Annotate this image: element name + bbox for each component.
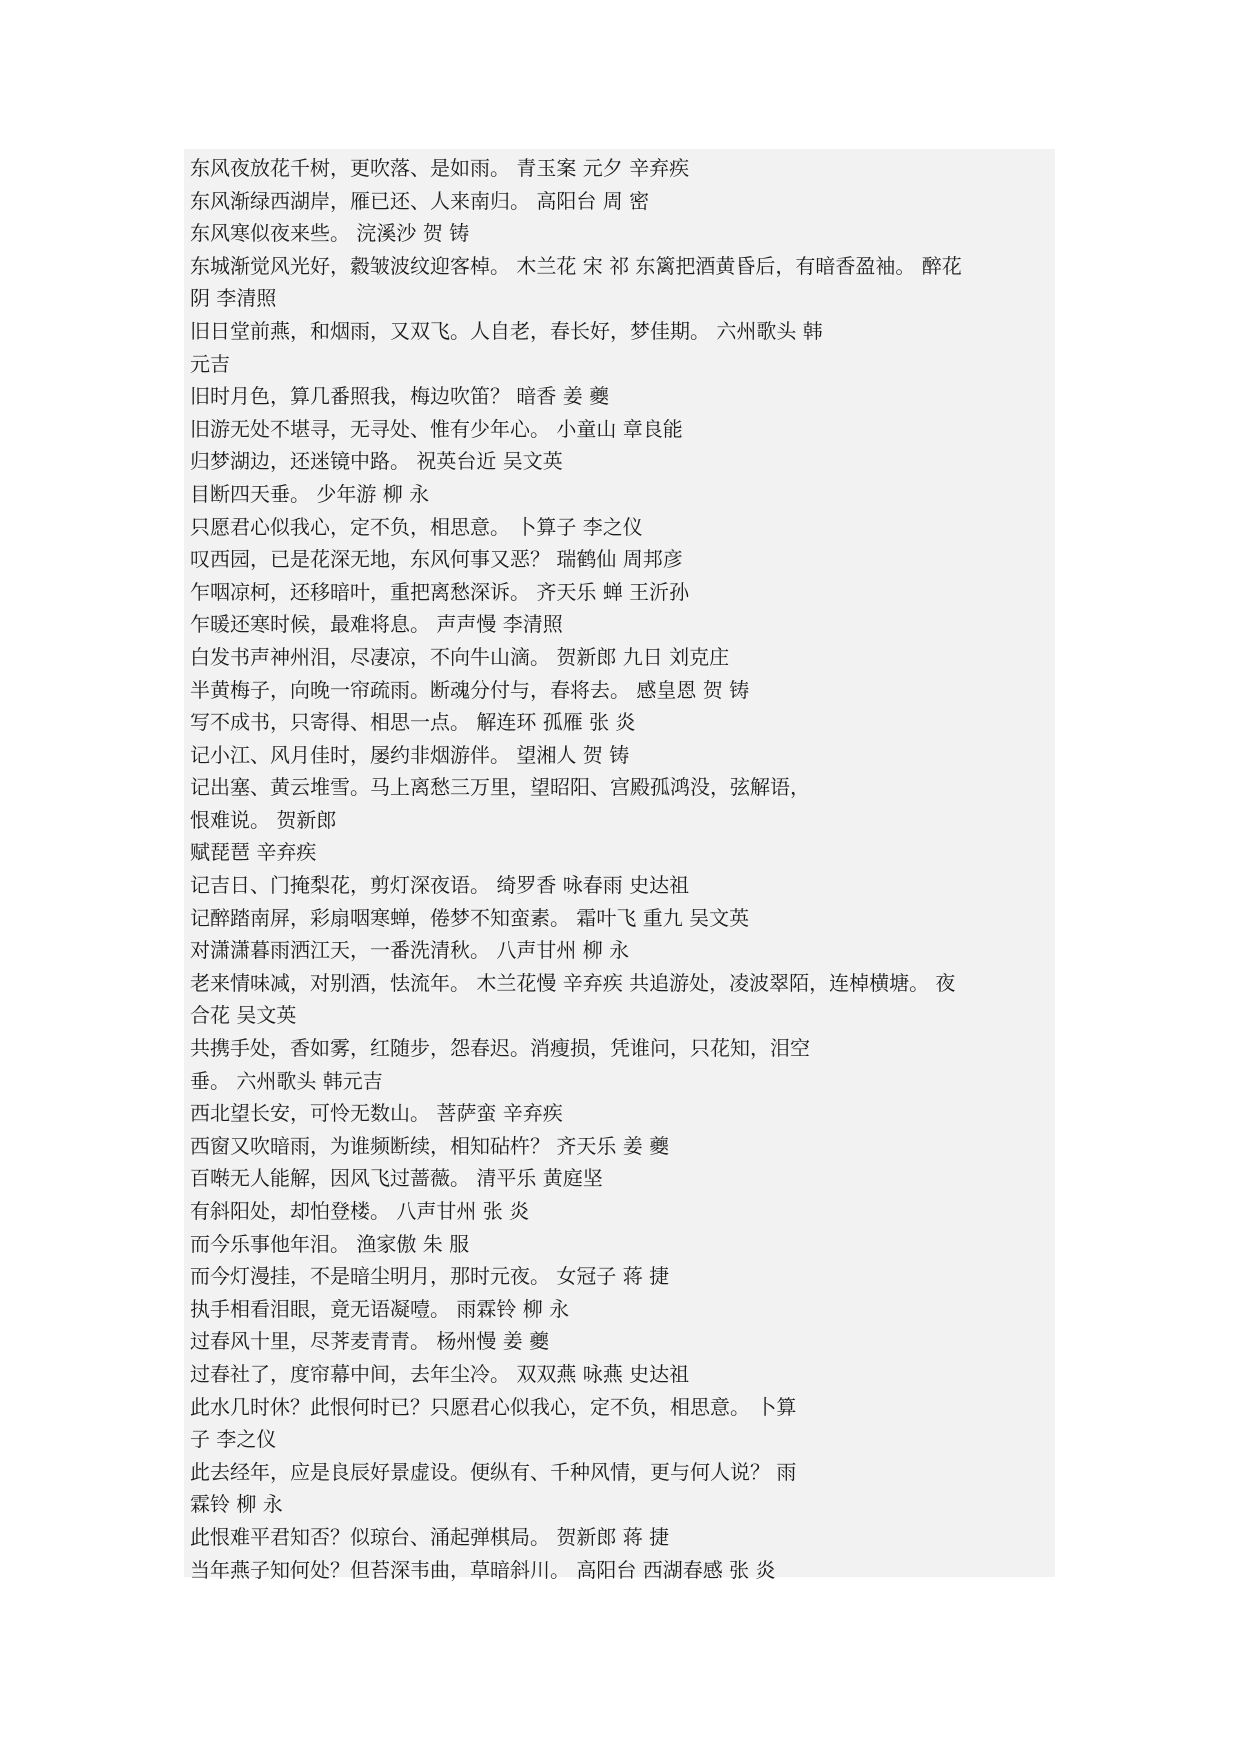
text-line: 叹西园，已是花深无地，东风何事又恶？ 瑞鹤仙 周邦彦 [190, 547, 683, 572]
text-line: 霖铃 柳 永 [190, 1492, 283, 1517]
text-line: 执手相看泪眼，竟无语凝噎。 雨霖铃 柳 永 [190, 1296, 570, 1321]
text-line: 只愿君心似我心，定不负，相思意。 卜算子 李之仪 [190, 514, 643, 539]
text-line: 此去经年，应是良辰好景虚设。便纵有、千种风情，更与何人说？ 雨 [190, 1459, 797, 1484]
text-line: 东城渐觉风光好，縠皱波纹迎客棹。 木兰花 宋 祁 东篱把酒黄昏后，有暗香盈袖。 醉花 [190, 253, 962, 278]
text-line: 有斜阳处，却怕登楼。 八声甘州 张 炎 [190, 1199, 530, 1223]
text-line: 记出塞、黄云堆雪。马上离愁三万里，望昭阳、宫殿孤鸿没，弦解语， [190, 775, 810, 800]
text-line: 乍暖还寒时候，最难将息。 声声慢 李清照 [190, 612, 563, 637]
text-line: 而今乐事他年泪。 渔家傲 朱 服 [190, 1231, 470, 1256]
text-line: 对潇潇暮雨洒江天，一番洗清秋。 八声甘州 柳 永 [190, 938, 630, 963]
text-line: 共携手处，香如雾，红随步，怨春迟。消瘦损，凭谁问，只花知，泪空 [190, 1036, 810, 1061]
text-line: 西北望长安，可怜无数山。 菩萨蛮 辛弃疾 [190, 1101, 563, 1126]
text-line: 赋琵琶 辛弃疾 [190, 840, 317, 865]
text-line: 此水几时休？此恨何时已？只愿君心似我心，定不负，相思意。 卜算 [190, 1394, 797, 1419]
text-line: 过春社了，度帘幕中间，去年尘冷。 双双燕 咏燕 史达祖 [190, 1361, 690, 1386]
text-line: 白发书声神州泪，尽凄凉，不向牛山滴。 贺新郎 九日 刘克庄 [190, 644, 730, 669]
text-line: 旧日堂前燕，和烟雨，又双飞。人自老，春长好，梦佳期。 六州歌头 韩 [190, 318, 823, 343]
text-line: 写不成书，只寄得、相思一点。 解连环 孤雁 张 炎 [190, 710, 636, 735]
text-line: 旧游无处不堪寻，无寻处、惟有少年心。 小童山 章良能 [190, 416, 683, 441]
text-line: 东风寒似夜来些。 浣溪沙 贺 铸 [190, 221, 470, 246]
text-line: 垂。 六州歌头 韩元吉 [190, 1068, 383, 1093]
poem-line-list [190, 152, 1070, 1586]
text-line: 记吉日、门掩梨花，剪灯深夜语。 绮罗香 咏春雨 史达祖 [190, 873, 690, 898]
text-line: 而今灯漫挂，不是暗尘明月，那时元夜。 女冠子 蒋 捷 [190, 1264, 670, 1289]
text-line: 记小江、风月佳时，屡约非烟游伴。 望湘人 贺 铸 [190, 742, 630, 767]
text-line: 百啭无人能解，因风飞过蔷薇。 清平乐 黄庭坚 [190, 1166, 603, 1191]
text-line: 东风夜放花千树，更吹落、是如雨。 青玉案 元夕 辛弃疾 [190, 156, 690, 180]
text-line: 乍咽凉柯，还移暗叶，重把离愁深诉。 齐天乐 蝉 王沂孙 [190, 579, 690, 604]
text-line: 恨难说。 贺新郎 [190, 807, 337, 832]
text-line: 归梦湖边，还迷镜中路。 祝英台近 吴文英 [190, 449, 563, 474]
text-line: 子 李之仪 [190, 1427, 277, 1452]
text-line: 旧时月色，算几番照我，梅边吹笛？ 暗香 姜 夔 [190, 384, 610, 409]
text-line: 西窗又吹暗雨，为谁频断续，相知砧杵？ 齐天乐 姜 夔 [190, 1133, 670, 1158]
text-line: 老来情味减，对别酒，怯流年。 木兰花慢 辛弃疾 共追游处，凌波翠陌，连棹横塘。 夜 [190, 970, 956, 995]
text-line: 半黄梅子，向晚一帘疏雨。断魂分付与，春将去。 感皇恩 贺 铸 [190, 677, 750, 702]
text-line: 记醉踏南屏，彩扇咽寒蝉，倦梦不知蛮素。 霜叶飞 重九 吴文英 [190, 905, 750, 930]
text-line: 过春风十里，尽荠麦青青。 杨州慢 姜 夔 [190, 1329, 550, 1354]
text-line: 合花 吴文英 [190, 1003, 297, 1028]
text-line: 此恨难平君知否？似琼台、涌起弹棋局。 贺新郎 蒋 捷 [190, 1524, 670, 1549]
text-line: 东风渐绿西湖岸，雁已还、人来南归。 高阳台 周 密 [190, 188, 650, 213]
text-line: 目断四天垂。 少年游 柳 永 [190, 481, 430, 506]
text-line: 元吉 [190, 351, 230, 376]
text-line: 阴 李清照 [190, 286, 277, 311]
text-line: 当年燕子知何处？但苔深韦曲，草暗斜川。 高阳台 西湖春感 张 炎 [190, 1557, 776, 1582]
